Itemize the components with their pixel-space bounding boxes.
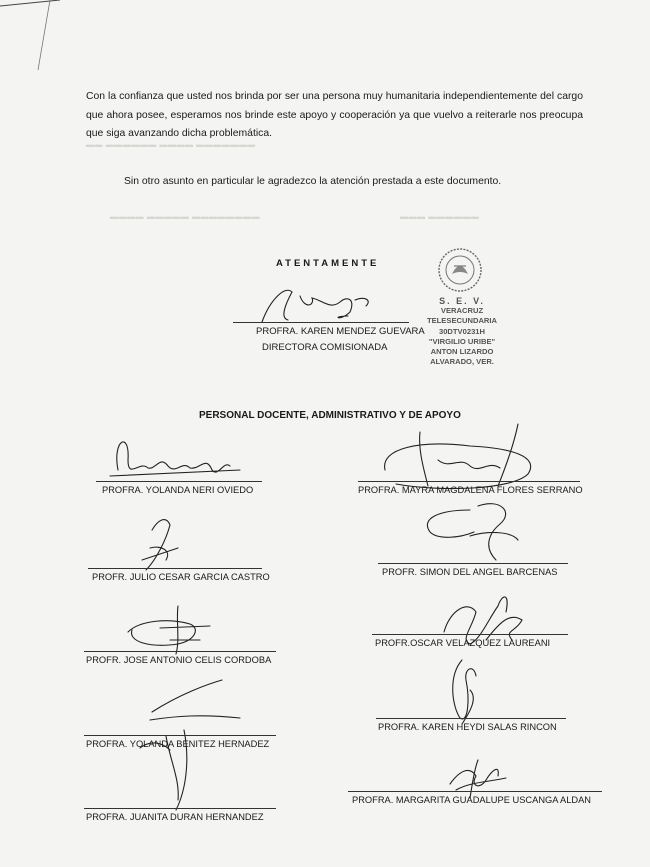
signature-delangel (427, 504, 518, 560)
signature-line (96, 481, 262, 482)
body-paragraph: Con la confianza que usted nos brinda por ser una persona muy humanitaria independientemente del cargo que ahora posee, esperamos nos brinde este apoyo y cooperación ya que vuelvo a reiterarle nos preocupa que siga avanzando dicha problemática. (86, 91, 583, 139)
signature-director (262, 290, 368, 322)
director-name: PROFRA. KAREN MENDEZ GUEVARA (256, 326, 425, 337)
closing-salutation: ATENTAMENTE (276, 258, 380, 269)
signature-line (358, 481, 580, 482)
signature-velazquez (444, 597, 522, 644)
signature-line (88, 568, 262, 569)
bleed-through-text: ▬▬▬▬ ▬▬▬▬▬ ▬▬▬▬▬▬▬▬ (110, 212, 260, 221)
signature-celis (128, 606, 210, 654)
staff-name: PROFR. JOSE ANTONIO CELIS CORDOBA (86, 655, 272, 665)
stamp-line: S. E. V. (439, 296, 485, 306)
signature-line (84, 735, 276, 736)
signature-line (84, 808, 276, 809)
signature-line (378, 563, 568, 564)
director-signature-line (233, 322, 409, 323)
director-title: DIRECTORA COMISIONADA (262, 342, 388, 353)
stamp-line: ANTON LIZARDO (430, 347, 494, 357)
stamp-line: VERACRUZ (440, 306, 484, 316)
staff-name: PROFRA. MARGARITA GUADALUPE USCANGA ALDAN (352, 795, 592, 805)
stamp-line: 30DTV0231H (438, 326, 485, 336)
staff-name: PROFRA. MAYRA MAGDALENA FLORES SERRANO (358, 485, 583, 495)
signature-garcia (142, 520, 178, 570)
signature-line (376, 718, 566, 719)
staff-name: PROFRA. JUANITA DURAN HERNANDEZ (86, 812, 264, 822)
staff-name: PROFRA. YOLANDA BENITEZ HERNADEZ (86, 739, 270, 749)
signature-line (84, 651, 276, 652)
staff-name: PROFR. JULIO CESAR GARCIA CASTRO (92, 572, 270, 582)
staff-name: PROFRA. YOLANDA NERI OVIEDO (102, 485, 254, 495)
stamp-line: ALVARADO, VER. (430, 357, 494, 367)
stamp-line: TELESECUNDARIA (426, 316, 498, 326)
staff-name: PROFR.OSCAR VELAZQUEZ LAUREANI (375, 638, 551, 648)
staff-heading: PERSONAL DOCENTE, ADMINISTRATIVO Y DE APOYO (199, 410, 461, 421)
signature-flores (385, 424, 531, 489)
staff-name: PROFR. SIMON DEL ANGEL BARCENAS (382, 567, 558, 577)
signature-line (372, 634, 568, 635)
signature-salas (453, 660, 476, 724)
bleed-through-text: ▬▬ ▬▬▬▬▬▬ ▬▬▬▬ ▬▬▬▬▬▬▬ (86, 140, 256, 149)
stamp-line: "VIRGILIO URIBE" (428, 336, 496, 346)
staff-name: PROFRA. KAREN HEYDI SALAS RINCON (378, 722, 557, 732)
signature-line (348, 791, 602, 792)
signature-uscanga (450, 760, 506, 798)
closing-paragraph: Sin otro asunto en particular le agradezco la atención prestada a este documento. (124, 176, 502, 187)
bleed-through-text: ▬▬▬ ▬▬▬▬▬▬ (400, 212, 480, 221)
signature-neri (110, 442, 240, 476)
